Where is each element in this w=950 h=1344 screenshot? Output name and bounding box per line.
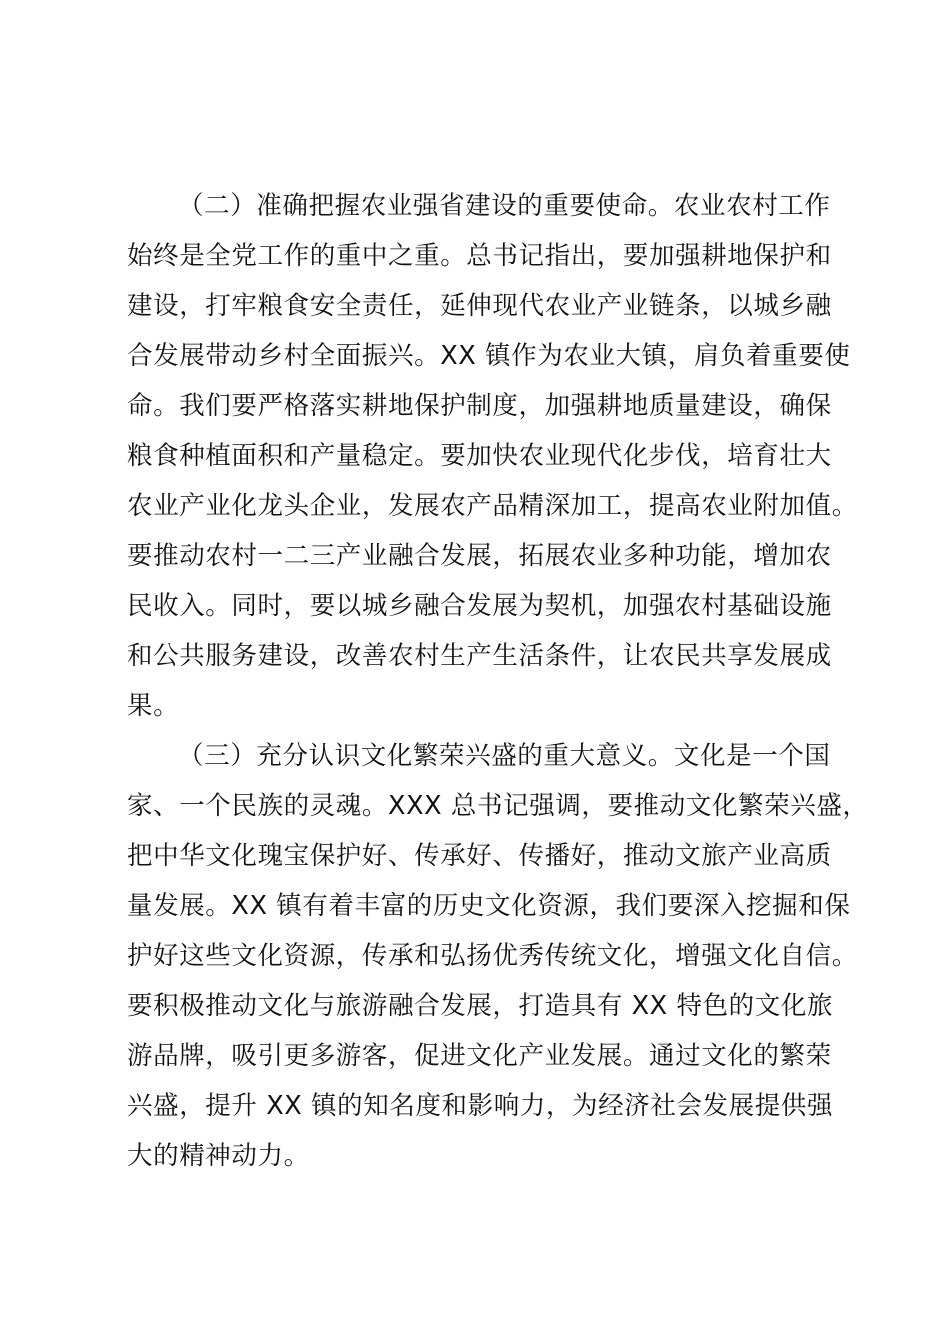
text-line: 命。我们要严格落实耕地保护制度，加强耕地质量建设，确保 [127, 391, 832, 421]
text-line: 要推动农村一二三产业融合发展，拓展农业多种功能，增加农 [127, 541, 832, 571]
text-line: 游品牌，吸引更多游客，促进文化产业发展。通过文化的繁荣 [127, 1041, 832, 1071]
text-line: 大的精神动力。 [127, 1141, 310, 1171]
text-line: 粮食种植面积和产量稳定。要加快农业现代化步伐，培育壮大 [127, 441, 832, 471]
text-line: 和公共服务建设，改善农村生产生活条件，让农民共享发展成 [127, 641, 832, 671]
text-line: （三）充分认识文化繁荣兴盛的重大意义。文化是一个国 [178, 741, 831, 771]
text-line: 家、一个民族的灵魂。XXX 总书记强调，要推动文化繁荣兴盛， [127, 791, 869, 821]
text-line: 量发展。XX 镇有着丰富的历史文化资源，我们要深入挖掘和保 [127, 891, 851, 921]
text-line: 兴盛，提升 XX 镇的知名度和影响力，为经济社会发展提供强 [127, 1091, 834, 1121]
text-line: 农业产业化龙头企业，发展农产品精深加工，提高农业附加值。 [127, 491, 858, 521]
text-line: 建设，打牢粮食安全责任，延伸现代农业产业链条，以城乡融 [127, 291, 832, 321]
text-line: （二）准确把握农业强省建设的重要使命。农业农村工作 [178, 191, 831, 221]
text-line: 果。 [127, 691, 180, 721]
text-line: 民收入。同时，要以城乡融合发展为契机，加强农村基础设施 [127, 591, 832, 621]
text-line: 要积极推动文化与旅游融合发展，打造具有 XX 特色的文化旅 [127, 991, 834, 1021]
text-line: 始终是全党工作的重中之重。总书记指出，要加强耕地保护和 [127, 241, 832, 271]
text-line: 合发展带动乡村全面振兴。XX 镇作为农业大镇，肩负着重要使 [127, 341, 851, 371]
text-line: 护好这些文化资源，传承和弘扬优秀传统文化，增强文化自信。 [127, 941, 858, 971]
text-line: 把中华文化瑰宝保护好、传承好、传播好，推动文旅产业高质 [127, 841, 832, 871]
